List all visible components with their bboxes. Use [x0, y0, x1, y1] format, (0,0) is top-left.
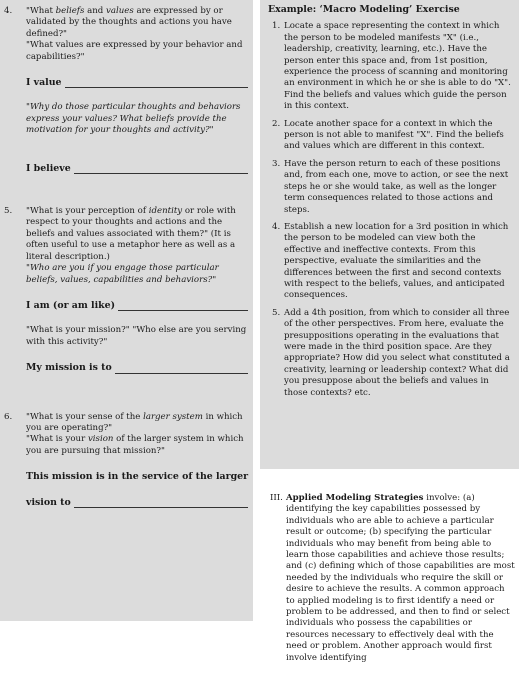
- example-box: [260, 0, 519, 469]
- step-text: Add a 4th position, from which to consider all three of the other perspectives. From here, evaluate the presuppositions operating in the evaluations that were made in the third position space. Are they appropriate? How did you select what constituted a creativity, learning or leadership context? What did you presuppose about the beliefs and values in those contexts? etc.: [284, 307, 510, 398]
- fill-label: I believe: [26, 162, 71, 174]
- question-text: "What is your perception of identity or role with respect to your thoughts and actions and the beliefs and values associated with them?" (It is often useful to use a metaphor here as well as a literal description.): [26, 206, 236, 262]
- question-text: "What is your vision of the larger system in which you are pursuing that mission?": [26, 434, 244, 456]
- fill-label: I am (or am like): [26, 299, 116, 311]
- example-step: [272, 21, 511, 112]
- fill-label: vision to: [26, 496, 71, 508]
- step-text: Locate another space for a context in which the person is not able to manifest "X". Find the beliefs and values which are different in this context.: [284, 118, 504, 152]
- worksheet-column: [0, 0, 253, 621]
- fill-label: I value: [26, 77, 62, 89]
- example-step: [272, 308, 511, 399]
- step-text: Establish a new location for a 3rd position in which the person to be modeled can view both the effective and ineffective contexts. From this perspective, evaluate the similarities and the differences between the first and second contexts with respect to the beliefs, values, and anticipated consequences.: [284, 221, 509, 301]
- question-4: [4, 6, 249, 63]
- section-3: [270, 493, 515, 664]
- fill-in-line[interactable]: [26, 362, 248, 373]
- fill-label: My mission is to: [26, 362, 112, 374]
- question-text: "What values are expressed by your behavior and capabilities?": [26, 40, 243, 62]
- question-number: 5.: [4, 206, 13, 217]
- question-text: "Why do those particular thoughts and behaviors express your values? What beliefs provide the motivation for your thoughts and activity?": [26, 102, 241, 136]
- fill-label-line: [26, 471, 249, 482]
- question-6: [4, 412, 249, 458]
- question-text: "Who are you if you engage those particular beliefs, values, capabilities and behaviors?": [26, 263, 219, 285]
- step-text: Have the person return to each of these positions and, from each one, move to action, or see the next steps he or she would take, as well as the longer term consequences related to those actions and steps.: [284, 158, 509, 215]
- fill-in-line[interactable]: [26, 163, 248, 174]
- example-steps: [272, 21, 511, 399]
- step-number: 3.: [272, 158, 281, 169]
- section-text: Applied Modeling Strategies involve: (a) identifying the key capabilities possessed by individuals who are able to achieve a particular result or outcome; (b) specifying the particular individuals who may benefit from being able to learn those capabilities and achieve those results; and (c) defining which of those capabilities are most needed by the individuals who require the skill or desire to achieve the results. A common approach to applied modeling is to first identify a need or problem to be addressed, and then to find or select individuals who possess the capabilities or resources necessary to effectively deal with the need or problem. Another approach would first involve identifying: [286, 493, 515, 663]
- example-title: Example: ‘Macro Modeling’ Exercise: [268, 4, 460, 15]
- section-heading: Applied Modeling Strategies: [286, 493, 424, 503]
- step-number: 5.: [272, 307, 281, 318]
- fill-label: This mission is in the service of the larger: [26, 471, 249, 483]
- step-number: 4.: [272, 221, 281, 232]
- question-number: 6.: [4, 411, 13, 422]
- question-text: "What is your mission?" "Who else are you serving with this activity?": [26, 325, 247, 347]
- fill-in-line[interactable]: [26, 77, 248, 88]
- question-number: 4.: [4, 6, 13, 16]
- question-5-mission: [4, 325, 249, 348]
- fill-in-line[interactable]: [26, 300, 248, 311]
- fill-in-line[interactable]: [26, 497, 248, 508]
- question-text: "What is your sense of the larger system in which you are operating?": [26, 411, 243, 433]
- question-4-why: [4, 102, 249, 136]
- question-text: "What beliefs and values are expressed by or validated by the thoughts and actions you have defined?": [26, 6, 232, 39]
- section-number: III.: [270, 493, 283, 503]
- example-step: [272, 159, 511, 216]
- step-number: 2.: [272, 118, 281, 129]
- question-5: [4, 206, 249, 286]
- step-text: Locate a space representing the context in which the person to be modeled manifests "X" (i.e., leadership, creativity, learning, etc.). Have the person enter this space and, from 1st position, experience the process of scanning and monitoring an environment in which he or she is able to do "X". Find the beliefs and values which guide the person in this context.: [284, 21, 511, 112]
- step-number: 1.: [272, 21, 281, 32]
- example-step: [272, 222, 511, 302]
- example-step: [272, 119, 511, 153]
